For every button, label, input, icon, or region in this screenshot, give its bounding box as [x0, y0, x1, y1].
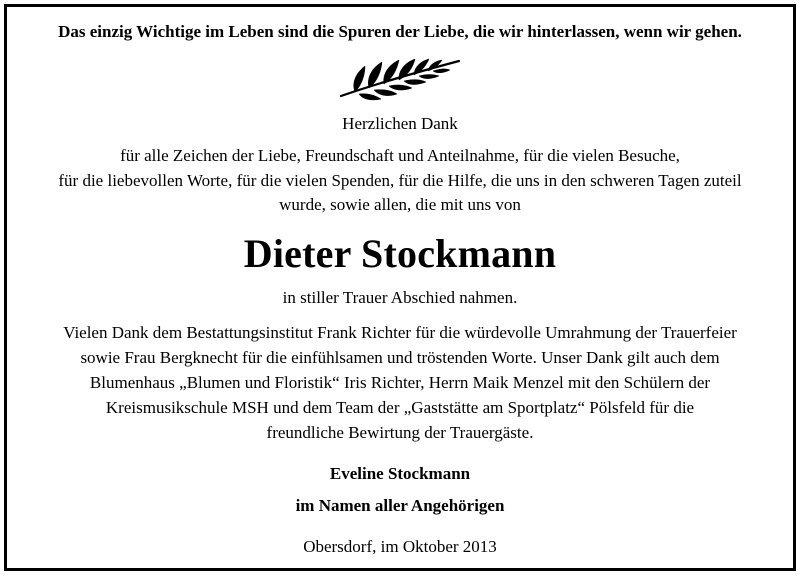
motto: Das einzig Wichtige im Leben sind die Spuren der Liebe, die wir hinterlassen, wenn wir gehen. [58, 22, 742, 41]
acknowledgement-line: sowie Frau Bergknecht für die einfühlsamen und tröstenden Worte. Unser Dank gilt auch dem [80, 348, 720, 367]
acknowledgement-line: freundliche Bewirtung der Trauergäste. [266, 423, 534, 442]
thanks-line: wurde, sowie allen, die mit uns von [279, 195, 521, 214]
thanks-line: für die liebevollen Worte, für die vielen Spenden, für die Hilfe, die uns in den schweren Tagen zuteil [58, 171, 742, 190]
place-date: Obersdorf, im Oktober 2013 [303, 537, 497, 556]
thanks-line: für alle Zeichen der Liebe, Freundschaft und Anteilnahme, für die vielen Besuche, [120, 146, 680, 165]
acknowledgement-line: Kreismusikschule MSH und dem Team der „Gaststätte am Sportplatz“ Pölsfeld für die [105, 398, 695, 417]
deceased-name: Dieter Stockmann [243, 231, 557, 276]
signature-name: Eveline Stockmann [329, 464, 471, 483]
signature-on-behalf: im Namen aller Angehörigen [295, 496, 505, 515]
acknowledgement-line: Blumenhaus „Blumen und Floristik“ Iris Richter, Herrn Maik Menzel mit den Schülern der [89, 373, 711, 392]
farewell-line: in stiller Trauer Abschied nahmen. [282, 288, 518, 307]
acknowledgement-line: Vielen Dank dem Bestattungsinstitut Frank Richter für die würdevolle Umrahmung der Trauerfeier [63, 323, 737, 342]
thanks-heading: Herzlichen Dank [342, 114, 458, 133]
palm-branch-icon [335, 56, 465, 102]
